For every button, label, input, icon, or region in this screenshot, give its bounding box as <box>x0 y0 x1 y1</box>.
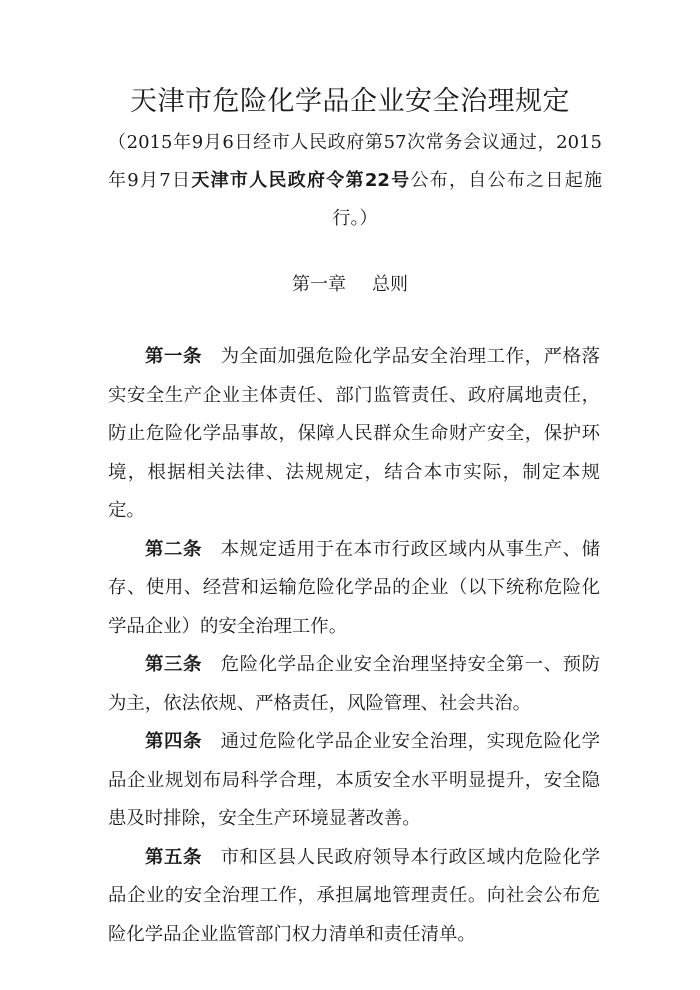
adoption-note-part2: 公布，自公布之日起施行。） <box>332 170 602 229</box>
adoption-note-part1: （2015年9月6日经市人民政府第57次常务会议通过，2015年9月7日 <box>108 132 602 191</box>
chapter-name: 总则 <box>372 274 408 295</box>
adoption-note <box>108 124 602 238</box>
article-number: 第一条 <box>145 346 202 367</box>
article-4 <box>108 723 600 839</box>
chapter-heading <box>0 270 700 300</box>
article-5 <box>108 839 600 955</box>
article-1 <box>108 338 600 531</box>
articles-section <box>108 338 600 954</box>
article-2 <box>108 531 600 647</box>
article-number: 第三条 <box>145 654 202 675</box>
article-text: 本规定适用于在本市行政区域内从事生产、储存、使用、经营和运输危险化学品的企业（以下统称危险化学品企业）的安全治理工作。 <box>108 538 600 637</box>
decree-number: 天津市人民政府令第22号 <box>191 170 411 191</box>
article-text: 为全面加强危险化学品安全治理工作，严格落实安全生产企业主体责任、部门监管责任、政府属地责任，防止危险化学品事故，保障人民群众生命财产安全，保护环境，根据相关法律、法规规定，结合本市实际，制定本规定。 <box>108 346 600 521</box>
article-number: 第五条 <box>145 846 202 868</box>
article-3 <box>108 646 600 723</box>
document-title: 天津市危险化学品企业安全治理规定 <box>130 86 570 117</box>
article-number: 第四条 <box>145 731 202 752</box>
chapter-number: 第一章 <box>292 274 346 295</box>
article-text: 市和区县人民政府领导本行政区域内危险化学品企业的安全治理工作，承担属地管理责任。向社会公布危险化学品企业监管部门权力清单和责任清单。 <box>108 846 600 945</box>
article-text: 危险化学品企业安全治理坚持安全第一、预防为主，依法依规、严格责任，风险管理、社会共治。 <box>108 654 600 714</box>
article-number: 第二条 <box>145 538 202 560</box>
article-text: 通过危险化学品企业安全治理，实现危险化学品企业规划布局科学合理，本质安全水平明显提升，安全隐患及时排除，安全生产环境显著改善。 <box>108 731 600 829</box>
